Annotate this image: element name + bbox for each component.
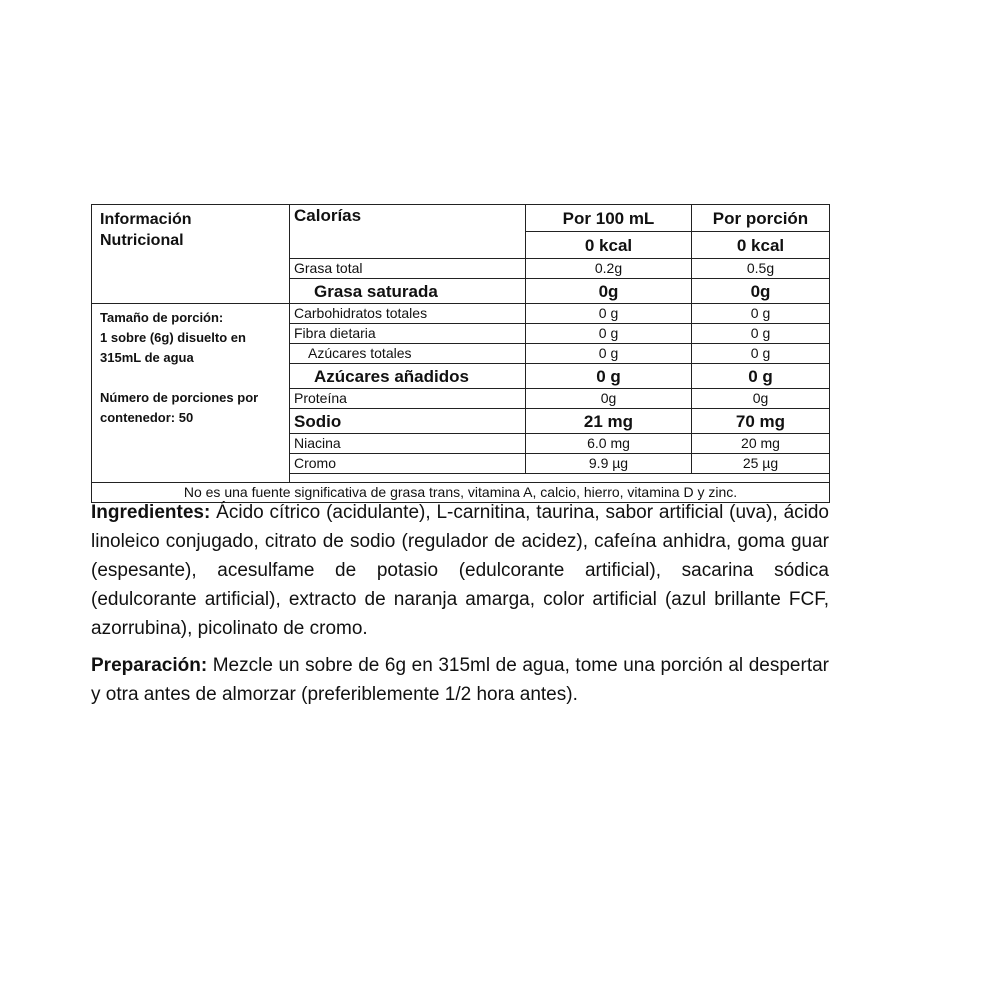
nutrient-per-serving: 70 mg [692, 409, 830, 434]
servings-per-container: Número de porciones por contenedor: 50 [100, 390, 259, 425]
ingredients-paragraph [91, 498, 829, 643]
nutrition-title: Información Nutricional [100, 211, 192, 249]
nutrient-per-100ml: 9.9 µg [526, 454, 692, 474]
nutrient-per-serving: 0g [692, 389, 830, 409]
calories-label: Calorías [290, 205, 526, 259]
nutrient-per-100ml: 0g [526, 389, 692, 409]
nutrient-name: Niacina [290, 434, 526, 454]
nutrient-per-100ml: 6.0 mg [526, 434, 692, 454]
nutrient-row-carbohydrates [92, 304, 830, 324]
nutrient-per-serving: 0g [692, 279, 830, 304]
nutrient-name: Proteína [290, 389, 526, 409]
nutrient-per-100ml: 0g [526, 279, 692, 304]
footnote: No es una fuente significativa de grasa trans, vitamina A, calcio, hierro, vitamina D y zinc. [92, 483, 830, 503]
nutrient-per-100ml: 0 g [526, 364, 692, 389]
nutrient-per-100ml: 21 mg [526, 409, 692, 434]
nutrient-name: Fibra dietaria [290, 324, 526, 344]
nutrient-name: Azúcares totales [290, 344, 526, 364]
nutrition-table [91, 204, 830, 503]
nutrition-facts-label [91, 204, 829, 503]
nutrient-name: Grasa total [290, 259, 526, 279]
nutrient-per-serving: 25 µg [692, 454, 830, 474]
nutrient-name: Cromo [290, 454, 526, 474]
ingredients-label: Ingredientes: [91, 502, 211, 523]
serving-size-label: Tamaño de porción: [100, 310, 224, 325]
nutrient-per-serving: 0 g [692, 344, 830, 364]
nutrient-per-100ml: 0.2g [526, 259, 692, 279]
nutrient-per-100ml: 0 g [526, 304, 692, 324]
nutrient-name: Grasa saturada [290, 279, 526, 304]
nutrient-per-serving: 0.5g [692, 259, 830, 279]
column-header-per-100ml: Por 100 mL [526, 205, 692, 232]
nutrient-per-serving: 20 mg [692, 434, 830, 454]
header-row [92, 205, 830, 232]
nutrition-title-cell [92, 205, 290, 304]
nutrient-per-serving: 0 g [692, 324, 830, 344]
preparation-text: Mezcle un sobre de 6g en 315ml de agua, tome una porción al despertar y otra antes de almorzar (preferiblemente 1/2 hora antes). [91, 655, 829, 705]
nutrient-per-100ml: 0 g [526, 324, 692, 344]
calories-per-100ml: 0 kcal [526, 232, 692, 259]
nutrient-per-serving: 0 g [692, 364, 830, 389]
nutrient-name: Carbohidratos totales [290, 304, 526, 324]
preparation-label: Preparación: [91, 655, 208, 676]
preparation-paragraph [91, 651, 829, 709]
calories-per-serving: 0 kcal [692, 232, 830, 259]
nutrient-name: Sodio [290, 409, 526, 434]
serving-info-cell [92, 304, 290, 483]
nutrient-per-serving: 0 g [692, 304, 830, 324]
ingredients-text: Ácido cítrico (acidulante), L-carnitina, taurina, sabor artificial (uva), ácido linoleico conjugado, citrato de sodio (regulador de acidez), cafeína anhidra, goma guar (espesante), acesulfame de potasio (edulcorante artificial), sacarina sódica (edulcorante artificial), extracto de naranja amarga, color artificial (azul brillante FCF, azorrubina), picolinato de cromo. [91, 502, 829, 639]
column-header-per-serving: Por porción [692, 205, 830, 232]
serving-size-value: 1 sobre (6g) disuelto en 315mL de agua [100, 330, 246, 365]
nutrient-name: Azúcares añadidos [290, 364, 526, 389]
nutrient-per-100ml: 0 g [526, 344, 692, 364]
